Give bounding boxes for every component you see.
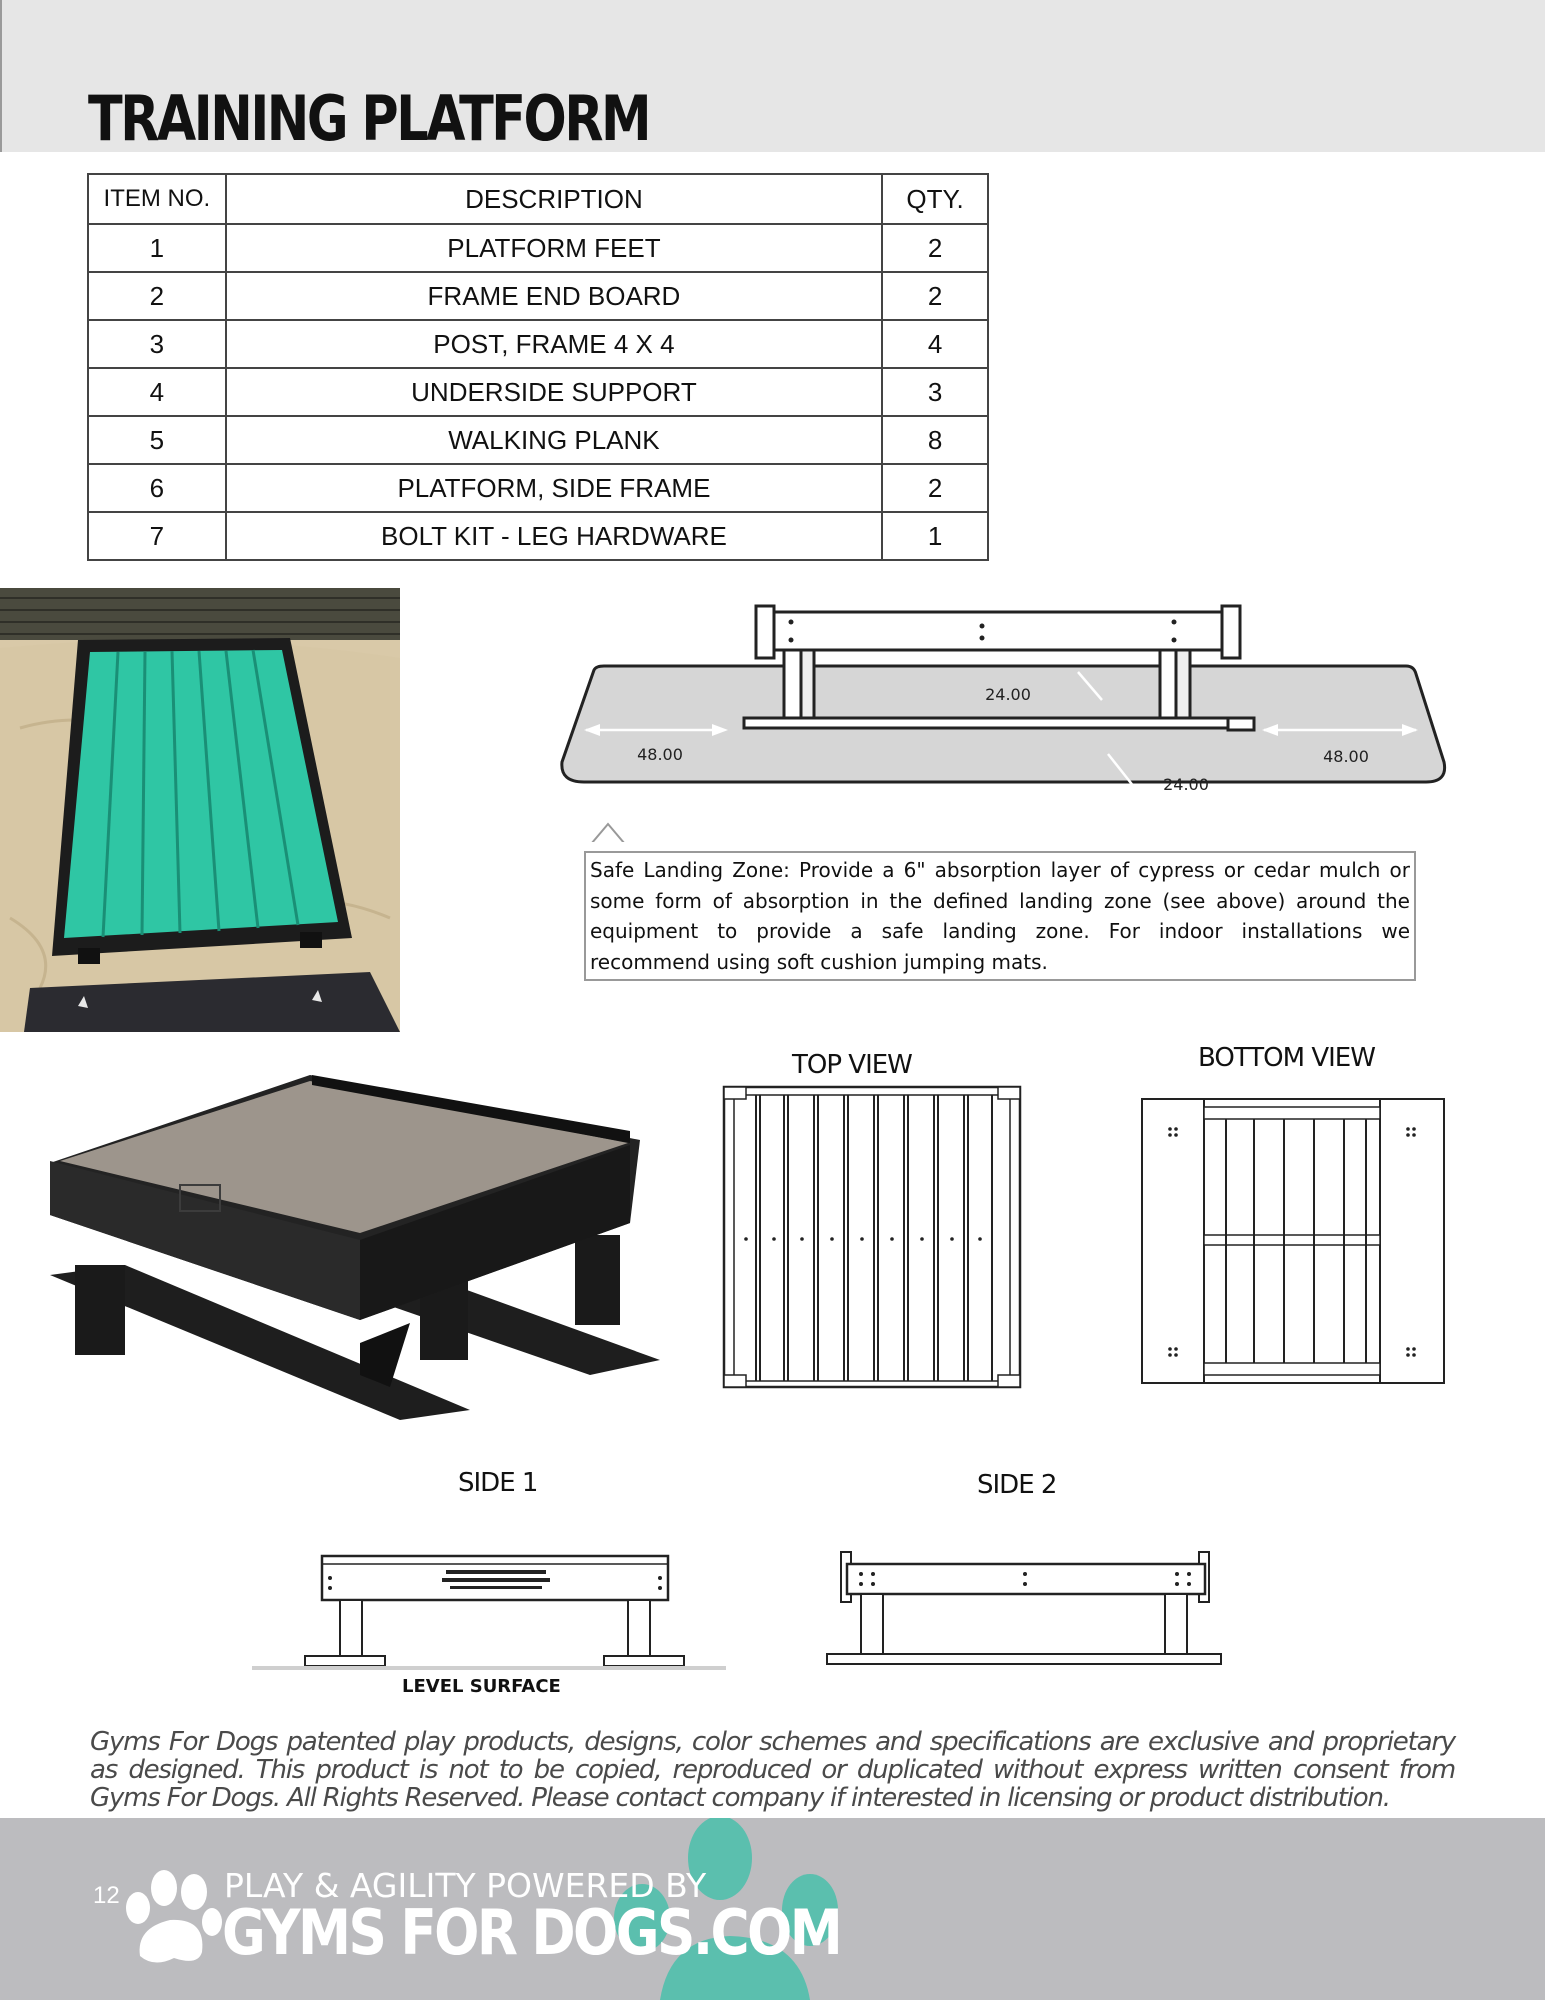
- cell-item: 1: [88, 224, 226, 272]
- table-row: [88, 272, 988, 320]
- table-row: [88, 512, 988, 560]
- table-row: [88, 464, 988, 512]
- paw-logo-icon: [118, 1868, 222, 1968]
- cell-qty: 2: [882, 272, 988, 320]
- cell-qty: 8: [882, 416, 988, 464]
- cell-item: 5: [88, 416, 226, 464]
- dim-inner-top: 24.00: [985, 685, 1031, 704]
- dim-right: 48.00: [1323, 747, 1369, 766]
- cell-qty: 3: [882, 368, 988, 416]
- cell-qty: 1: [882, 512, 988, 560]
- disclaimer-text: Gyms For Dogs patented play products, designs, color schemes and specifications are exclusive and proprietary as designed. This product is not to be copied, reproduced or duplicated without express written consent from Gyms For Dogs. All Rights Reserved. Please contact company if interested in licensing or product distribution.: [90, 1727, 1455, 1813]
- top-view-label: TOP VIEW: [792, 1050, 912, 1080]
- dim-bottom: 24.00: [1163, 775, 1209, 794]
- cell-qty: 4: [882, 320, 988, 368]
- cell-item: 6: [88, 464, 226, 512]
- cell-qty: 2: [882, 464, 988, 512]
- bottom-view-label: BOTTOM VIEW: [1198, 1043, 1375, 1073]
- footer-tagline: PLAY & AGILITY POWERED BY: [224, 1866, 707, 1905]
- platform-3d-render: [30, 1075, 670, 1420]
- cell-description: POST, FRAME 4 X 4: [226, 320, 882, 368]
- cell-description: PLATFORM FEET: [226, 224, 882, 272]
- bottom-view-drawing: [1140, 1095, 1450, 1390]
- cell-item: 2: [88, 272, 226, 320]
- side-1-drawing: [250, 1548, 730, 1673]
- level-surface-label: LEVEL SURFACE: [402, 1676, 561, 1697]
- table-header-row: [88, 174, 988, 224]
- product-photo: [0, 588, 400, 1032]
- dim-left: 48.00: [637, 745, 683, 764]
- side-1-label: SIDE 1: [458, 1468, 538, 1498]
- cell-description: PLATFORM, SIDE FRAME: [226, 464, 882, 512]
- table-row: [88, 368, 988, 416]
- page-number: 12: [93, 1882, 120, 1909]
- cell-description: FRAME END BOARD: [226, 272, 882, 320]
- table-row: [88, 224, 988, 272]
- side-2-label: SIDE 2: [977, 1470, 1057, 1500]
- cell-item: 7: [88, 512, 226, 560]
- cell-description: WALKING PLANK: [226, 416, 882, 464]
- table-row: [88, 416, 988, 464]
- cell-item: 4: [88, 368, 226, 416]
- header-item-no: ITEM NO.: [88, 174, 226, 224]
- landing-zone-diagram: [556, 592, 1456, 842]
- side-2-drawing: [825, 1546, 1225, 1671]
- page-title: TRAINING PLATFORM: [88, 82, 650, 155]
- landing-zone-note: Safe Landing Zone: Provide a 6" absorption layer of cypress or cedar mulch or some form of absorption in the defined landing zone (see above) around the equipment to provide a safe landing zone. For indoor installations we recommend using soft cushion jumping mats.: [584, 851, 1416, 981]
- cell-description: BOLT KIT - LEG HARDWARE: [226, 512, 882, 560]
- table-row: [88, 320, 988, 368]
- cell-description: UNDERSIDE SUPPORT: [226, 368, 882, 416]
- parts-table: [87, 173, 989, 561]
- header-qty: QTY.: [882, 174, 988, 224]
- header-description: DESCRIPTION: [226, 174, 882, 224]
- cell-item: 3: [88, 320, 226, 368]
- cell-qty: 2: [882, 224, 988, 272]
- top-view-drawing: [722, 1085, 1022, 1390]
- footer-brand: GYMS FOR DOGS.COM: [222, 1896, 841, 1969]
